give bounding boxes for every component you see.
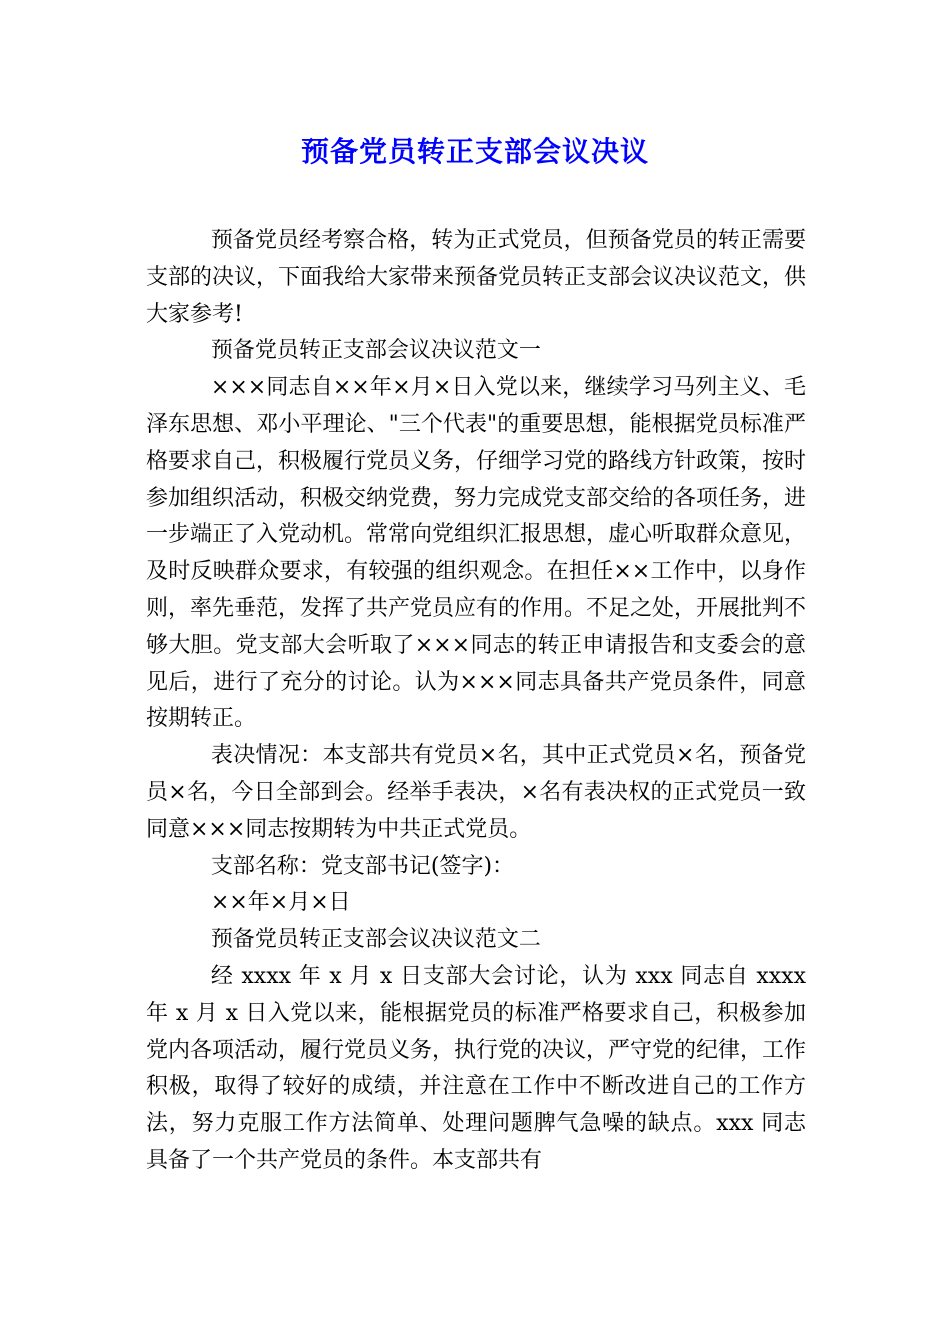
section-heading-sample-one: 预备党员转正支部会议决议范文一 — [210, 338, 541, 364]
document-body — [146, 223, 806, 1180]
intro-paragraph: 预备党员经考察合格，转为正式党员，但预备党员的转正需要支部的决议，下面我给大家带来预备党员转正支部会议决议范文，供大家参考! — [146, 228, 807, 327]
date-line: ××年×月×日 — [210, 890, 351, 916]
signature-line: 支部名称：党支部书记(签字)： — [210, 853, 515, 879]
sample-two-paragraph: 经 xxxx 年 x 月 x 日支部大会讨论，认为 xxx 同志自 xxxx 年 x 月 x 日入党以来，能根据党员的标准严格要求自己，积极参加党内各项活动，履行党员义务，执行党的决议，严守党的纪律，工作积极，取得了较好的成绩，并注意在工作中不断改进自己的工作方法，努力克服工作方法简单、处理问题脾气急噪的缺点。xxx 同志具备了一个共产党员的条件。本支部共有 — [146, 963, 807, 1173]
section-heading-sample-two: 预备党员转正支部会议决议范文二 — [210, 927, 541, 953]
document-title: 预备党员转正支部会议决议 — [300, 135, 649, 168]
resolution-paragraph: ×××同志自××年×月×日入党以来，继续学习马列主义、毛泽东思想、邓小平理论、"三个代表"的重要思想，能根据党员标准严格要求自己，积极履行党员义务，仔细学习党的路线方针政策，按时参加组织活动，积极交纳党费，努力完成党支部交给的各项任务，进一步端正了入党动机。常常向党组织汇报思想，虚心听取群众意见，及时反映群众要求，有较强的组织观念。在担任××工作中，以身作则，率先垂范，发挥了共产党员应有的作用。不足之处，开展批判不够大胆。党支部大会听取了×××同志的转正申请报告和支委会的意见后，进行了充分的讨论。认为×××同志具备共产党员条件，同意按期转正。 — [146, 375, 807, 732]
voting-paragraph: 表决情况：本支部共有党员×名，其中正式党员×名，预备党员×名，今日全部到会。经举手表决，×名有表决权的正式党员一致同意×××同志按期转为中共正式党员。 — [146, 743, 806, 842]
